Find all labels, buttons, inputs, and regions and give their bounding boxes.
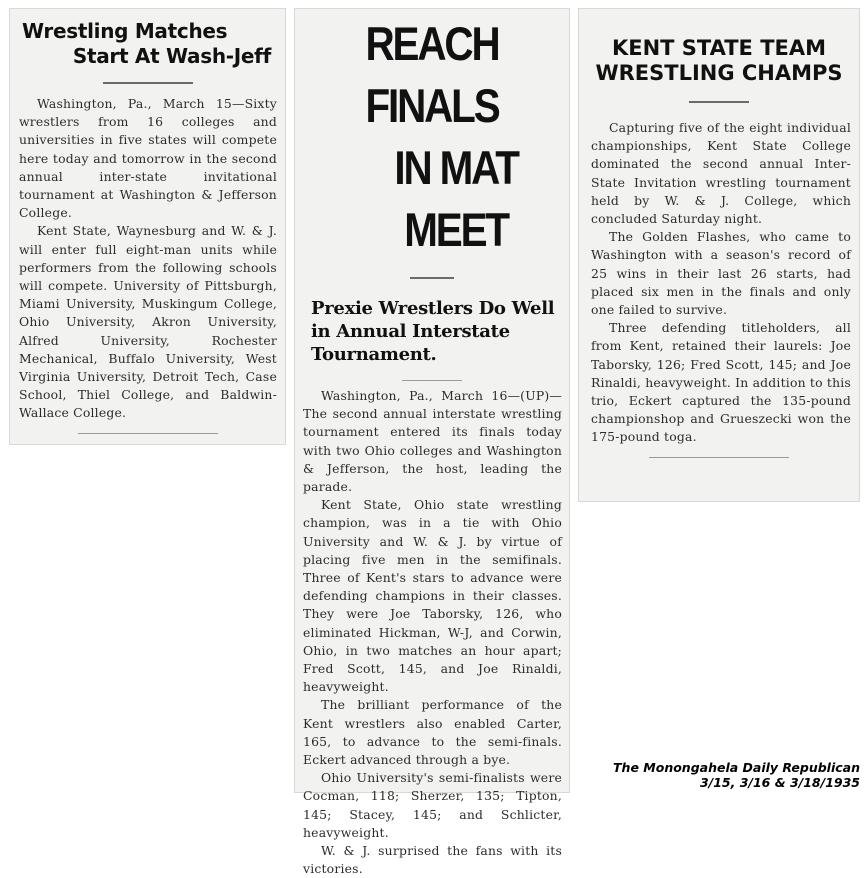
right-headline-line2: WRESTLING CHAMPS [595, 61, 843, 85]
middle-headline [314, 9, 550, 261]
credit-source: The Monongahela Daily Republican [613, 760, 860, 775]
left-headline-line2: Start At Wash-Jeff [72, 44, 271, 68]
middle-headline-line1: REACH FINALS [365, 17, 499, 132]
right-article-body [579, 119, 859, 447]
middle-paragraph-5: W. & J. surprised the fans with its victories. [303, 843, 562, 877]
middle-paragraph-4: Ohio University's semi-finalists were Cocman, 118; Sherzer, 135; Tipton, 145; Stacey, 145; and Schlicter, heavyweight. [303, 770, 562, 840]
headline-divider [689, 101, 749, 103]
left-headline-line1: Wrestling Matches [22, 19, 228, 43]
headline-divider [410, 277, 454, 279]
left-news-clipping [9, 8, 286, 445]
middle-news-clipping [294, 8, 570, 877]
article-end-rule [649, 457, 789, 458]
left-paragraph-1: Washington, Pa., March 15—Sixty wrestlers from 16 colleges and universities in five states will compete here today and tomorrow in the second annual inter-state invitational tournament at Washington & Jefferson College. [19, 96, 277, 221]
article-end-rule [78, 433, 218, 434]
left-article-body [10, 95, 285, 423]
right-headline [579, 9, 859, 86]
right-paragraph-2: The Golden Flashes, who came to Washington with a season's record of 25 wins in their last 26 starts, had placed six men in the finals and only one failed to survive. [591, 229, 851, 318]
middle-paragraph-1: Washington, Pa., March 16—(UP)—The second annual interstate wrestling tournament entered its finals today with two Ohio colleges and Washington & Jefferson, the host, leading the parade. [303, 388, 562, 495]
middle-paragraph-2: Kent State, Ohio state wrestling champion, was in a tie with Ohio University and W. & J. by virtue of placing five men in the semifinals. Three of Kent's stars to advance were defending champions in their classes. They were Joe Taborsky, 126, who eliminated Hickman, W-J, and Corwin, Ohio, in two matches an hour apart; Fred Scott, 145, and Joe Rinaldi, heavyweight. [303, 497, 562, 695]
source-credit [613, 760, 860, 790]
right-paragraph-1: Capturing five of the eight individual championships, Kent State College dominated the second annual Inter-State Invitation wrestling tournament held by W. & J. College, which concluded Saturday night. [591, 120, 851, 227]
middle-subheadline: Prexie Wrestlers Do Well in Annual Interstate Tournament. [311, 298, 555, 365]
middle-article-body [295, 387, 569, 878]
middle-paragraph-3: The brilliant performance of the Kent wrestlers also enabled Carter, 165, to advance to the semi-finals. Eckert advanced through a bye. [303, 697, 562, 768]
credit-dates: 3/15, 3/16 & 3/18/1935 [699, 775, 860, 790]
subheadline-divider [402, 380, 462, 381]
headline-divider [103, 82, 193, 84]
left-paragraph-2: Kent State, Waynesburg and W. & J. will enter full eight-man units while performers from the following schools will compete. University of Pittsburgh, Miami University, Muskingum College, Ohio University, Akron University, Alfred University, Rochester Mechanical, Buffalo University, West Virginia University, Detroit Tech, Case School, Thiel College, and Baldwin-Wallace College. [19, 223, 277, 421]
right-news-clipping [578, 8, 860, 502]
right-paragraph-3: Three defending titleholders, all from Kent, retained their laurels: Joe Taborsky, 126; Fred Scott, 145; and Joe Rinaldi, heavyweight. In addition to this trio, Eckert captured the 135-pound championshop and Grueszecki won the 175-pound toga. [591, 320, 851, 445]
left-headline [10, 9, 285, 69]
middle-headline-line2: IN MAT MEET [394, 141, 518, 256]
right-headline-line1: KENT STATE TEAM [611, 36, 827, 60]
